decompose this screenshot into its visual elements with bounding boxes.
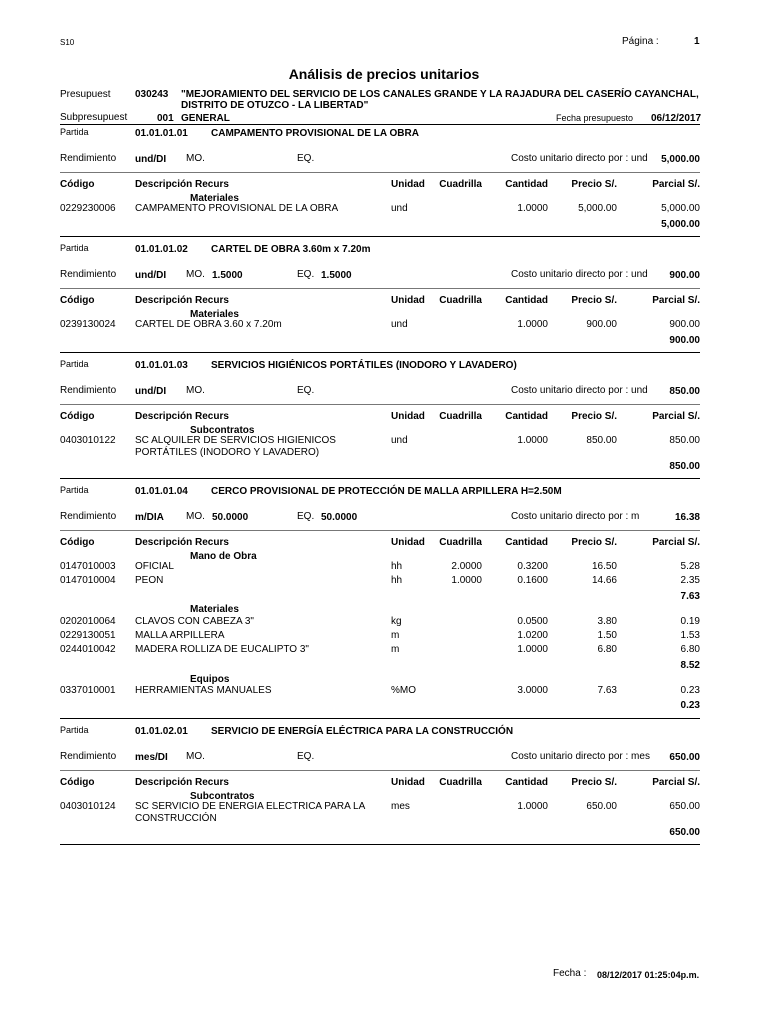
eq-label: EQ. [297,269,315,280]
item-unidad: mes [391,801,410,812]
resource-group-title: Subcontratos [190,791,255,802]
subpresupuesto-code: 001 [157,113,174,124]
item-codigo: 0239130024 [60,319,116,330]
presupuesto-label: Presupuest [60,89,111,100]
item-precio: 850.00 [586,435,617,446]
col-parcial-header: Parcial S/. [652,537,700,548]
item-parcial: 900.00 [669,319,700,330]
eq-label: EQ. [297,153,315,164]
item-unidad: und [391,203,408,214]
fecha-presupuesto-label: Fecha presupuesto [556,113,634,123]
resource-group-title: Materiales [190,309,239,320]
subpresupuesto-name: GENERAL [181,113,230,124]
item-cantidad: 1.0000 [517,644,548,655]
group-subtotal: 0.23 [680,700,700,711]
eq-value: 1.5000 [321,270,352,281]
item-cantidad: 1.0000 [517,435,548,446]
subpresupuesto-label: Subpresupuest [60,112,128,123]
rendimiento-unit: und/DI [135,386,167,397]
item-precio: 3.80 [597,616,617,627]
costo-unitario-total: 650.00 [669,752,700,763]
eq-label: EQ. [297,511,315,522]
item-cantidad: 1.0000 [517,319,548,330]
item-cantidad: 0.0500 [517,616,548,627]
item-descripcion: CARTEL DE OBRA 3.60 x 7.20m [135,319,282,330]
costo-unitario-label: Costo unitario directo por : und [511,153,648,164]
presupuesto-code: 030243 [135,89,169,100]
item-precio: 14.66 [591,575,617,586]
col-parcial-header: Parcial S/. [652,295,700,306]
eq-label: EQ. [297,385,315,396]
item-cantidad: 1.0200 [517,630,548,641]
mo-label: MO. [186,751,205,762]
item-precio: 16.50 [591,561,617,572]
item-parcial: 650.00 [669,801,700,812]
item-descripcion: OFICIAL [135,561,174,572]
col-cantidad-header: Cantidad [505,179,548,190]
item-parcial: 5.28 [680,561,700,572]
costo-unitario-total: 5,000.00 [661,154,700,165]
rendimiento-divider [60,530,700,531]
footer-fecha-label: Fecha : [553,968,587,979]
item-precio: 1.50 [597,630,617,641]
partida-code: 01.01.01.04 [135,486,188,497]
presupuesto-name-line2: DISTRITO DE OTUZCO - LA LIBERTAD" [181,100,369,111]
item-parcial: 2.35 [680,575,700,586]
resource-group-title: Subcontratos [190,425,255,436]
partida-code: 01.01.01.01 [135,128,188,139]
page-title: Análisis de precios unitarios [288,66,480,82]
partida-name: CAMPAMENTO PROVISIONAL DE LA OBRA [211,128,419,139]
partida-label: Partida [60,725,89,735]
item-codigo: 0229230006 [60,203,116,214]
partida-divider [60,478,700,479]
mo-label: MO. [186,269,205,280]
mo-label: MO. [186,385,205,396]
rendimiento-divider [60,288,700,289]
col-parcial-header: Parcial S/. [652,179,700,190]
item-parcial: 0.19 [680,616,700,627]
col-descripcion-header: Descripción Recurs [135,537,229,548]
item-codigo: 0147010003 [60,561,116,572]
partida-name: SERVICIOS HIGIÉNICOS PORTÁTILES (INODORO Y LAVADERO) [211,360,517,371]
partida-name: CARTEL DE OBRA 3.60m x 7.20m [211,244,371,255]
item-descripcion: SC SERVICIO DE ENERGIA ELECTRICA PARA LA [135,801,366,812]
partida-label: Partida [60,127,89,137]
partida-divider [60,352,700,353]
costo-unitario-total: 16.38 [674,512,700,523]
col-cuadrilla-header: Cuadrilla [439,295,482,306]
costo-unitario-total: 850.00 [669,386,700,397]
report-code: S10 [60,38,75,47]
item-descripcion: PEON [135,575,164,586]
col-cuadrilla-header: Cuadrilla [439,411,482,422]
col-cuadrilla-header: Cuadrilla [439,179,482,190]
rendimiento-unit: und/DI [135,270,167,281]
item-parcial: 850.00 [669,435,700,446]
col-cantidad-header: Cantidad [505,295,548,306]
mo-value: 50.0000 [212,512,249,523]
item-descripcion: MADERA ROLLIZA DE EUCALIPTO 3" [135,644,309,655]
resource-group-title: Materiales [190,604,239,615]
item-codigo: 0403010122 [60,435,116,446]
partida-label: Partida [60,243,89,253]
item-precio: 650.00 [586,801,617,812]
group-subtotal: 900.00 [669,335,700,346]
col-precio-header: Precio S/. [571,777,617,788]
col-unidad-header: Unidad [391,537,425,548]
costo-unitario-label: Costo unitario directo por : und [511,385,648,396]
col-unidad-header: Unidad [391,777,425,788]
col-parcial-header: Parcial S/. [652,777,700,788]
item-unidad: kg [391,616,402,627]
header-divider [60,124,700,125]
item-unidad: und [391,319,408,330]
item-unidad: hh [391,575,403,586]
fecha-presupuesto-value: 06/12/2017 [651,113,702,124]
eq-value: 50.0000 [321,512,358,523]
eq-label: EQ. [297,751,315,762]
col-precio-header: Precio S/. [571,179,617,190]
item-precio: 5,000.00 [578,203,617,214]
page-number: 1 [694,36,700,47]
mo-label: MO. [186,511,205,522]
mo-label: MO. [186,153,205,164]
rendimiento-divider [60,172,700,173]
partida-label: Partida [60,485,89,495]
item-descripcion-cont: PORTÁTILES (INODORO Y LAVADERO) [135,447,320,458]
item-descripcion: SC ALQUILER DE SERVICIOS HIGIENICOS [135,435,336,446]
item-unidad: und [391,435,408,446]
partida-name: SERVICIO DE ENERGÍA ELÉCTRICA PARA LA CONSTRUCCIÓN [211,726,514,737]
col-unidad-header: Unidad [391,295,425,306]
col-codigo-header: Código [60,411,95,422]
rendimiento-label: Rendimiento [60,751,117,762]
partida-divider [60,236,700,237]
costo-unitario-total: 900.00 [669,270,700,281]
item-precio: 6.80 [597,644,617,655]
col-descripcion-header: Descripción Recurs [135,179,229,190]
resource-group-title: Mano de Obra [190,551,257,562]
item-precio: 900.00 [586,319,617,330]
col-codigo-header: Código [60,537,95,548]
col-precio-header: Precio S/. [571,537,617,548]
group-subtotal: 7.63 [680,591,700,602]
item-cantidad: 1.0000 [517,801,548,812]
col-cuadrilla-header: Cuadrilla [439,777,482,788]
item-unidad: %MO [391,685,416,696]
col-parcial-header: Parcial S/. [652,411,700,422]
page-label: Página : [622,36,659,47]
item-descripcion: CAMPAMENTO PROVISIONAL DE LA OBRA [135,203,339,214]
group-subtotal: 850.00 [669,461,700,472]
col-cantidad-header: Cantidad [505,537,548,548]
group-subtotal: 5,000.00 [661,219,700,230]
resource-group-title: Materiales [190,193,239,204]
rendimiento-label: Rendimiento [60,269,117,280]
col-unidad-header: Unidad [391,179,425,190]
rendimiento-unit: m/DIA [135,512,164,523]
item-codigo: 0244010042 [60,644,116,655]
partida-code: 01.01.02.01 [135,726,188,737]
col-descripcion-header: Descripción Recurs [135,295,229,306]
rendimiento-divider [60,404,700,405]
rendimiento-label: Rendimiento [60,511,117,522]
item-codigo: 0202010064 [60,616,116,627]
group-subtotal: 650.00 [669,827,700,838]
group-subtotal: 8.52 [680,660,700,671]
item-descripcion: HERRAMIENTAS MANUALES [135,685,272,696]
item-unidad: m [391,630,400,641]
rendimiento-label: Rendimiento [60,153,117,164]
item-codigo: 0147010004 [60,575,116,586]
rendimiento-label: Rendimiento [60,385,117,396]
partida-code: 01.01.01.03 [135,360,188,371]
col-precio-header: Precio S/. [571,295,617,306]
resource-group-title: Equipos [190,674,230,685]
partida-divider [60,844,700,845]
costo-unitario-label: Costo unitario directo por : mes [511,751,650,762]
item-descripcion: CLAVOS CON CABEZA 3" [135,616,254,627]
costo-unitario-label: Costo unitario directo por : und [511,269,648,280]
presupuesto-name-line1: "MEJORAMIENTO DEL SERVICIO DE LOS CANALES GRANDE Y LA RAJADURA DEL CASERÍO CAYANCHAL, [181,89,699,100]
item-parcial: 6.80 [680,644,700,655]
item-precio: 7.63 [597,685,617,696]
mo-value: 1.5000 [212,270,243,281]
item-parcial: 0.23 [680,685,700,696]
col-codigo-header: Código [60,179,95,190]
col-descripcion-header: Descripción Recurs [135,411,229,422]
item-descripcion: MALLA ARPILLERA [135,630,225,641]
item-cuadrilla: 2.0000 [451,561,482,572]
item-cuadrilla: 1.0000 [451,575,482,586]
costo-unitario-label: Costo unitario directo por : m [511,511,640,522]
item-cantidad: 3.0000 [517,685,548,696]
col-precio-header: Precio S/. [571,411,617,422]
rendimiento-unit: mes/DI [135,752,168,763]
col-descripcion-header: Descripción Recurs [135,777,229,788]
item-cantidad: 0.1600 [517,575,548,586]
item-codigo: 0403010124 [60,801,116,812]
item-codigo: 0229130051 [60,630,116,641]
item-cantidad: 0.3200 [517,561,548,572]
footer-fecha-value: 08/12/2017 01:25:04p.m. [597,970,700,980]
item-parcial: 1.53 [680,630,700,641]
col-codigo-header: Código [60,777,95,788]
partida-divider [60,718,700,719]
partida-name: CERCO PROVISIONAL DE PROTECCIÓN DE MALLA ARPILLERA H=2.50M [211,486,562,497]
item-unidad: m [391,644,400,655]
item-unidad: hh [391,561,403,572]
partida-code: 01.01.01.02 [135,244,188,255]
col-cuadrilla-header: Cuadrilla [439,537,482,548]
col-unidad-header: Unidad [391,411,425,422]
rendimiento-unit: und/DI [135,154,167,165]
item-descripcion-cont: CONSTRUCCIÓN [135,813,217,824]
item-parcial: 5,000.00 [661,203,700,214]
item-cantidad: 1.0000 [517,203,548,214]
col-codigo-header: Código [60,295,95,306]
item-codigo: 0337010001 [60,685,116,696]
partida-label: Partida [60,359,89,369]
col-cantidad-header: Cantidad [505,411,548,422]
col-cantidad-header: Cantidad [505,777,548,788]
rendimiento-divider [60,770,700,771]
